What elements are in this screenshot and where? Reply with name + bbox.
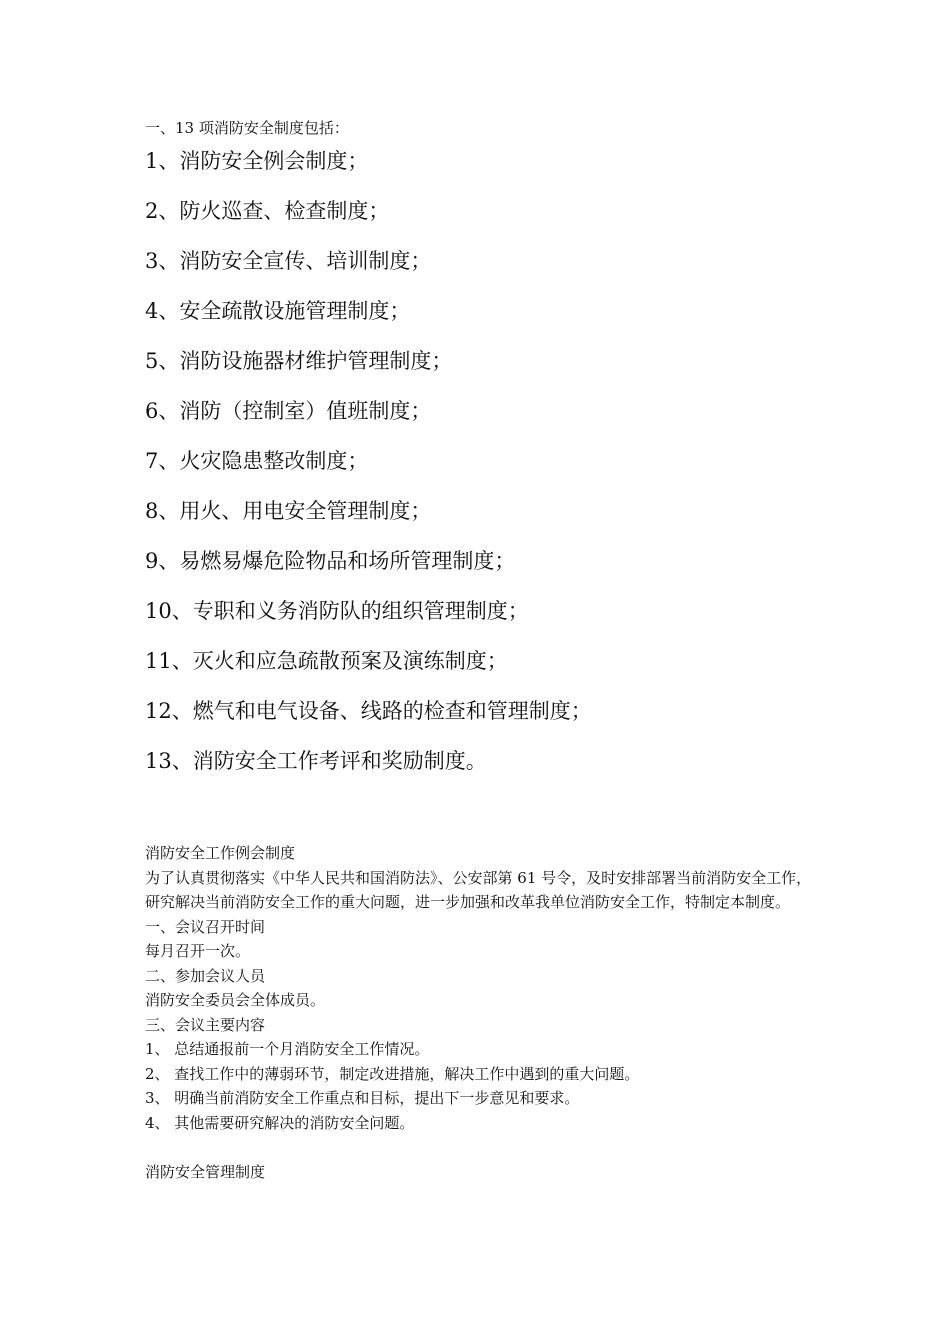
- regulation-item: 6、消防（控制室）值班制度；: [145, 399, 432, 423]
- next-section-title: 消防安全管理制度: [145, 1162, 266, 1181]
- paragraph-gap: [145, 1135, 815, 1160]
- regulation-item: 7、火灾隐患整改制度；: [145, 449, 369, 473]
- meeting-content-item: 2、 查找工作中的薄弱环节，制定改进措施，解决工作中遇到的重大问题。: [145, 1064, 640, 1083]
- meeting-time-heading: 一、会议召开时间: [145, 917, 266, 936]
- regulation-list: [145, 146, 592, 796]
- meeting-preamble: 为了认真贯彻落实《中华人民共和国消防法》、公安部第 61 号令，及时安排部署当前消防安全工作，研究解决当前消防安全工作的重大问题，进一步加强和改革我单位消防安全工作，特制定本制度。: [145, 868, 812, 911]
- meeting-content-heading: 三、会议主要内容: [145, 1015, 266, 1034]
- regulation-item: 2、防火巡查、检查制度；: [145, 199, 390, 223]
- regulation-item: 11、灭火和应急疏散预案及演练制度；: [145, 649, 508, 673]
- regulation-item: 3、消防安全宣传、培训制度；: [145, 249, 432, 273]
- intro-heading: 一、13 项消防安全制度包括：: [145, 119, 349, 137]
- regulation-item: 13、消防安全工作考评和奖励制度。: [145, 749, 487, 773]
- meeting-title: 消防安全工作例会制度: [145, 844, 296, 862]
- meeting-content-item: 1、 总结通报前一个月消防安全工作情况。: [145, 1040, 430, 1058]
- meeting-content-item: 3、 明确当前消防安全工作重点和目标，提出下一步意见和要求。: [145, 1089, 580, 1107]
- regulation-item: 9、易燃易爆危险物品和场所管理制度；: [145, 549, 516, 573]
- regulation-item: 4、安全疏散设施管理制度；: [145, 299, 411, 323]
- regulation-item: 8、用火、用电安全管理制度；: [145, 499, 432, 523]
- regulation-item: 1、消防安全例会制度；: [145, 149, 369, 173]
- meeting-section: [145, 841, 815, 1184]
- regulation-item: 12、燃气和电气设备、线路的检查和管理制度；: [145, 699, 592, 723]
- meeting-attendees-heading: 二、参加会议人员: [145, 966, 266, 985]
- regulation-item: 5、消防设施器材维护管理制度；: [145, 349, 453, 373]
- meeting-time-text: 每月召开一次。: [145, 942, 251, 960]
- meeting-attendees-text: 消防安全委员会全体成员。: [145, 991, 326, 1009]
- regulation-item: 10、专职和义务消防队的组织管理制度；: [145, 599, 529, 623]
- meeting-content-item: 4、 其他需要研究解决的消防安全问题。: [145, 1113, 415, 1132]
